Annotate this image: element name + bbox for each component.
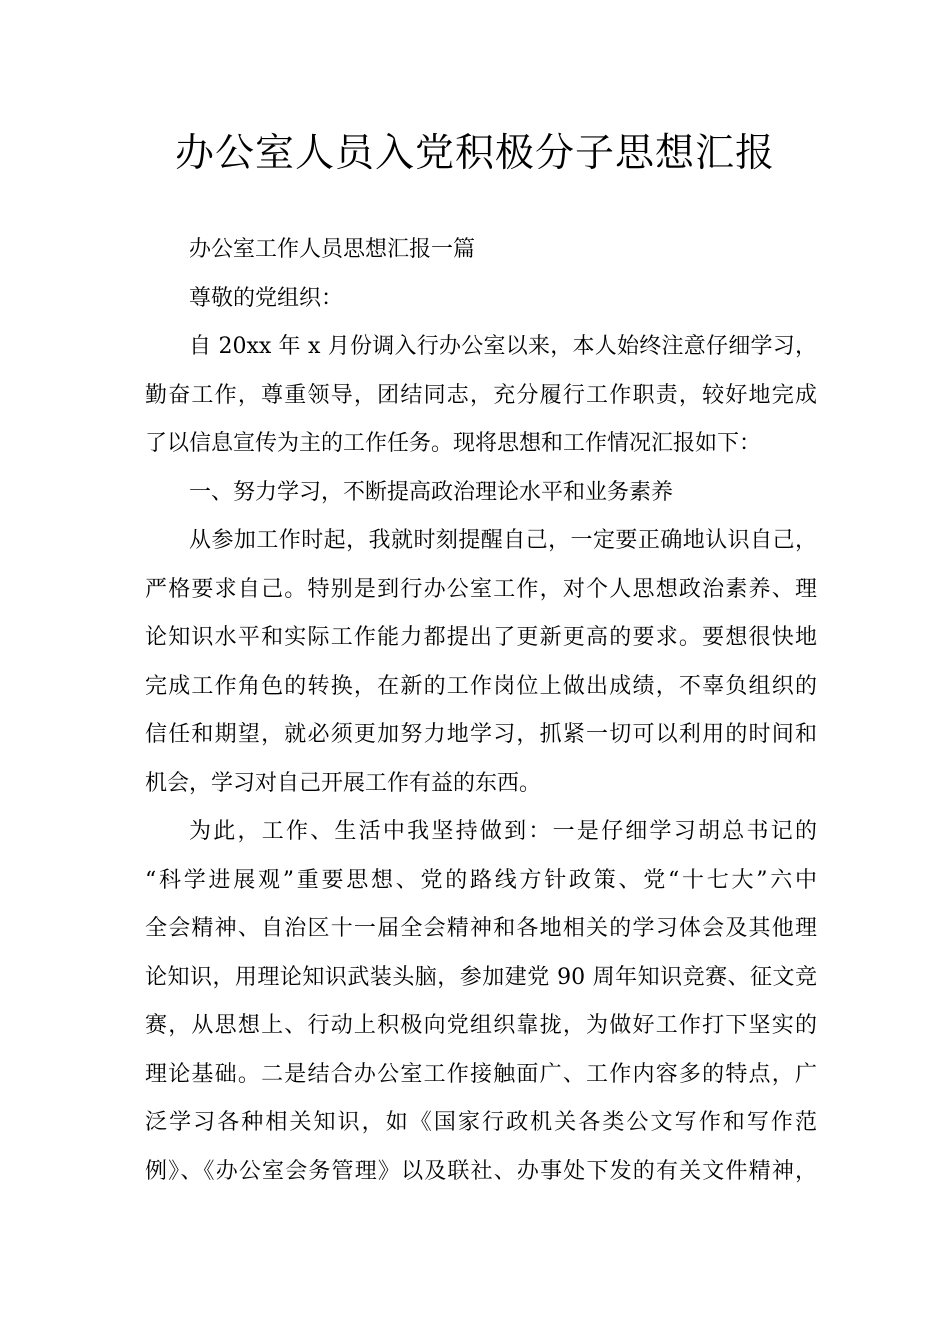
paragraph-line: 机会，学习对自己开展工作有益的东西。 [145,770,542,796]
paragraph-line: 泛学习各种相关知识，如《国家行政机关各类公文写作和写作范 [145,1110,817,1135]
paragraph-line: 自 20xx 年 x 月份调入行办公室以来，本人始终注意仔细学习， [189,334,817,359]
paragraph-line: 勤奋工作，尊重领导，团结同志，充分履行工作职责，较好地完成 [145,382,817,408]
paragraph-line: 赛，从思想上、行动上积极向党组织靠拢，为做好工作打下坚实的 [145,1013,817,1038]
paragraph-line: 了以信息宣传为主的工作任务。现将思想和工作情况汇报如下： [145,431,762,456]
paragraph-line: 从参加工作时起，我就时刻提醒自己，一定要正确地认识自己， [189,528,817,553]
paragraph-line: 论知识，用理论知识武装头脑，参加建党 90 周年知识竞赛、征文竞 [145,964,817,990]
paragraph-line: 理论基础。二是结合办公室工作接触面广、工作内容多的特点，广 [145,1061,817,1087]
subtitle-line: 办公室工作人员思想汇报一篇 [189,237,476,262]
paragraph-line: “科学进展观”重要思想、党的路线方针政策、党“十七大”六中 [145,867,817,893]
document-body [145,226,817,1196]
paragraph-line: 完成工作角色的转换，在新的工作岗位上做出成绩，不辜负组织的 [145,673,817,699]
paragraph-line: 全会精神、自治区十一届全会精神和各地相关的学习体会及其他理 [145,916,817,941]
paragraph-line: 严格要求自己。特别是到行办公室工作，对个人思想政治素养、理 [145,576,817,602]
paragraph-line: 为此，工作、生活中我坚持做到：一是仔细学习胡总书记的 [189,819,817,844]
section-heading-line: 一、努力学习，不断提高政治理论水平和业务素养 [189,479,674,505]
paragraph-line: 信任和期望，就必须更加努力地学习，抓紧一切可以利用的时间和 [145,722,817,747]
paragraph-line: 论知识水平和实际工作能力都提出了更新更高的要求。要想很快地 [145,625,817,650]
salutation-line: 尊敬的党组织： [189,285,344,311]
document-title: 办公室人员入党积极分子思想汇报 [174,131,775,176]
paragraph-line: 例》、《办公室会务管理》以及联社、办事处下发的有关文件精神， [145,1158,817,1184]
